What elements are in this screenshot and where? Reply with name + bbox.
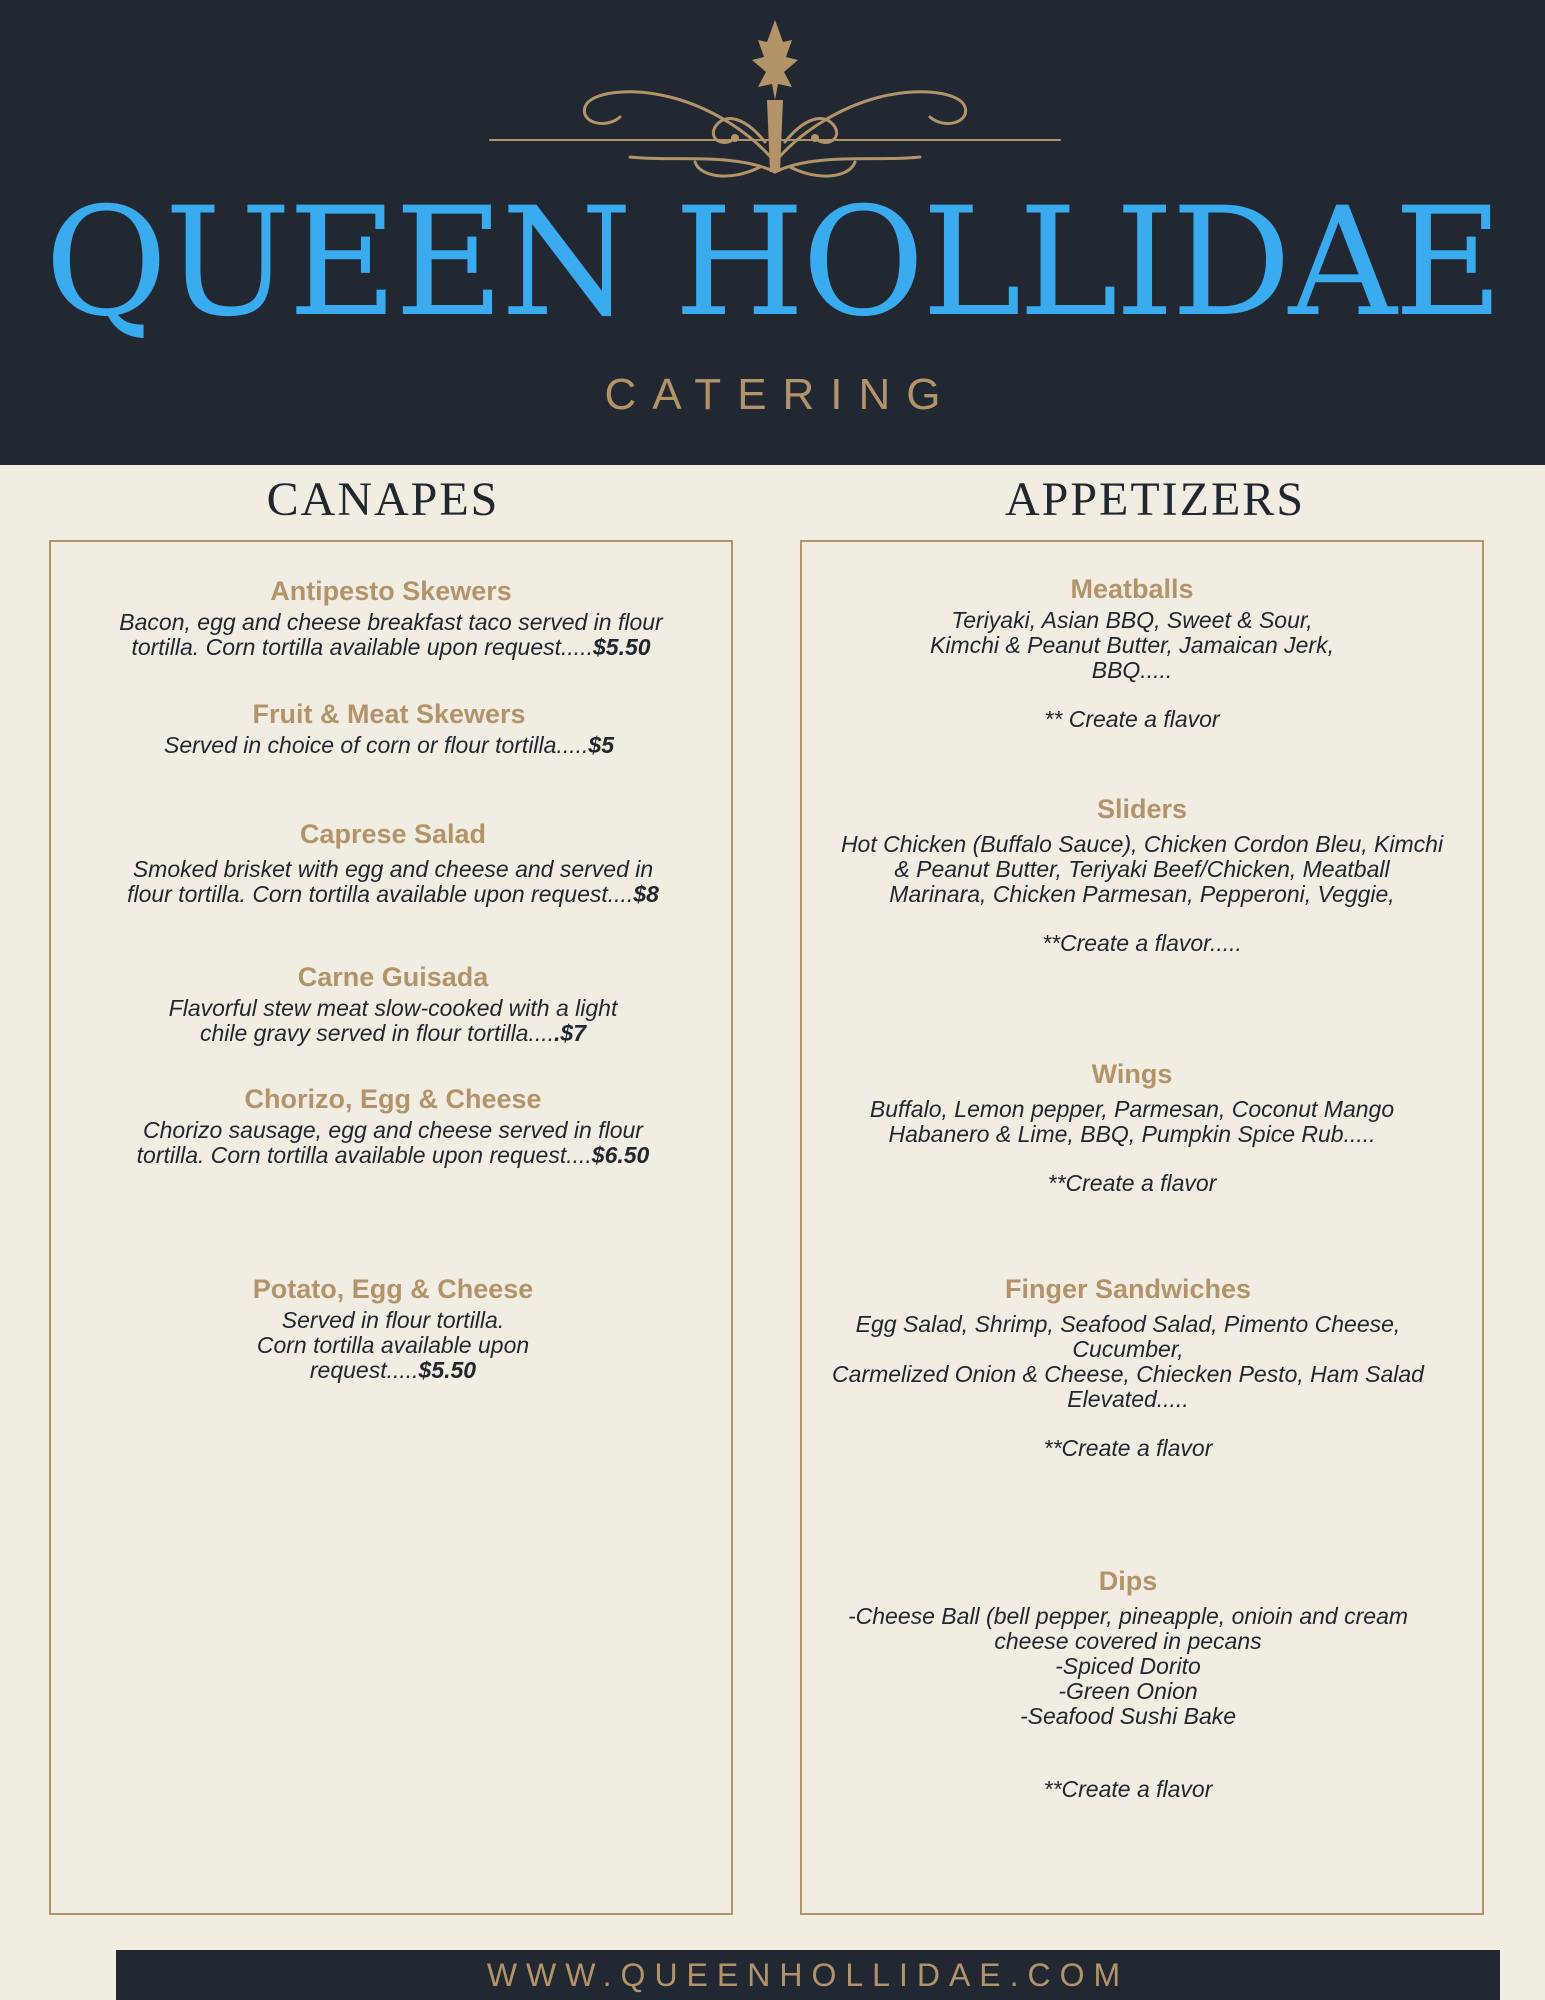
menu-item (73, 1082, 713, 1168)
item-price: $5.50 (418, 1357, 477, 1383)
menu-item (808, 1564, 1448, 1802)
item-description: -Cheese Ball (bell pepper, pineapple, onioin and cream cheese covered in pecans -Spiced Dorito -Green Onion -Seafood Sushi Bake **Create a flavor (847, 1603, 1409, 1802)
menu-item (73, 1272, 713, 1383)
appetizers-panel (800, 540, 1484, 1915)
item-description: Bacon, egg and cheese breakfast taco served in flour tortilla. Corn tortilla available upon request.....$5.50 (119, 609, 663, 660)
item-name: Sliders (1096, 794, 1188, 824)
menu-item (822, 792, 1462, 956)
item-description: Served in flour tortilla. Corn tortilla available upon request.....$5.50 (256, 1307, 530, 1383)
item-name: Antipesto Skewers (270, 576, 512, 606)
menu-item (812, 572, 1452, 732)
footer-website[interactable]: WWW.QUEENHOLLIDAE.COM (116, 1950, 1500, 2000)
filigree-crown-ornament-icon (480, 12, 1070, 187)
canapes-panel (49, 540, 733, 1915)
item-description: Flavorful stew meat slow-cooked with a light chile gravy served in flour tortilla.....$7 (168, 995, 618, 1046)
item-description: Chorizo sausage, egg and cheese served in flour tortilla. Corn tortilla available upon request....$6.50 (136, 1117, 650, 1168)
item-description: Egg Salad, Shrimp, Seafood Salad, Pimento Cheese, Cucumber, Carmelized Onion & Cheese, Chiecken Pesto, Ham Salad Elevated..... **Create a flavor (832, 1311, 1424, 1461)
item-name: Carne Guisada (297, 962, 489, 992)
item-name: Meatballs (1070, 574, 1194, 604)
menu-item (71, 574, 711, 660)
item-price: $8 (633, 881, 659, 907)
header-banner (0, 0, 1545, 465)
menu-item (69, 697, 709, 758)
canapes-heading: CANAPES (266, 473, 500, 526)
item-price: $5 (588, 732, 614, 758)
item-description: Smoked brisket with egg and cheese and served in flour tortilla. Corn tortilla available upon request....$8 (127, 856, 659, 907)
item-name: Dips (1098, 1566, 1158, 1596)
menu-item (808, 1272, 1448, 1461)
menu-item (812, 1057, 1452, 1196)
item-price: $6.50 (591, 1142, 650, 1168)
brand-subtitle: CATERING (604, 370, 957, 419)
menu-item (73, 960, 713, 1046)
appetizers-heading: APPETIZERS (1004, 473, 1306, 526)
item-name: Fruit & Meat Skewers (252, 699, 526, 729)
item-name: Wings (1091, 1059, 1173, 1089)
menu-item (73, 817, 713, 907)
item-description: Served in choice of corn or flour tortilla.....$5 (163, 732, 614, 758)
item-name: Chorizo, Egg & Cheese (244, 1084, 542, 1114)
item-price: $5.50 (592, 634, 651, 660)
item-name: Caprese Salad (299, 819, 487, 849)
item-name: Potato, Egg & Cheese (252, 1274, 534, 1304)
item-description: Teriyaki, Asian BBQ, Sweet & Sour, Kimchi & Peanut Butter, Jamaican Jerk, BBQ..... ** Create a flavor (930, 607, 1334, 732)
item-price: .$7 (554, 1020, 587, 1046)
item-description: Hot Chicken (Buffalo Sauce), Chicken Cordon Bleu, Kimchi & Peanut Butter, Teriyaki Beef/Chicken, Meatball Marinara, Chicken Parmesan, Pepperoni, Veggie, **Create a flavor..... (840, 831, 1444, 956)
brand-name: QUEEN HOLLIDAE (44, 176, 1501, 350)
item-description: Buffalo, Lemon pepper, Parmesan, Coconut Mango Habanero & Lime, BBQ, Pumpkin Spice Rub..... **Create a flavor (869, 1096, 1395, 1196)
item-name: Finger Sandwiches (1004, 1274, 1252, 1304)
